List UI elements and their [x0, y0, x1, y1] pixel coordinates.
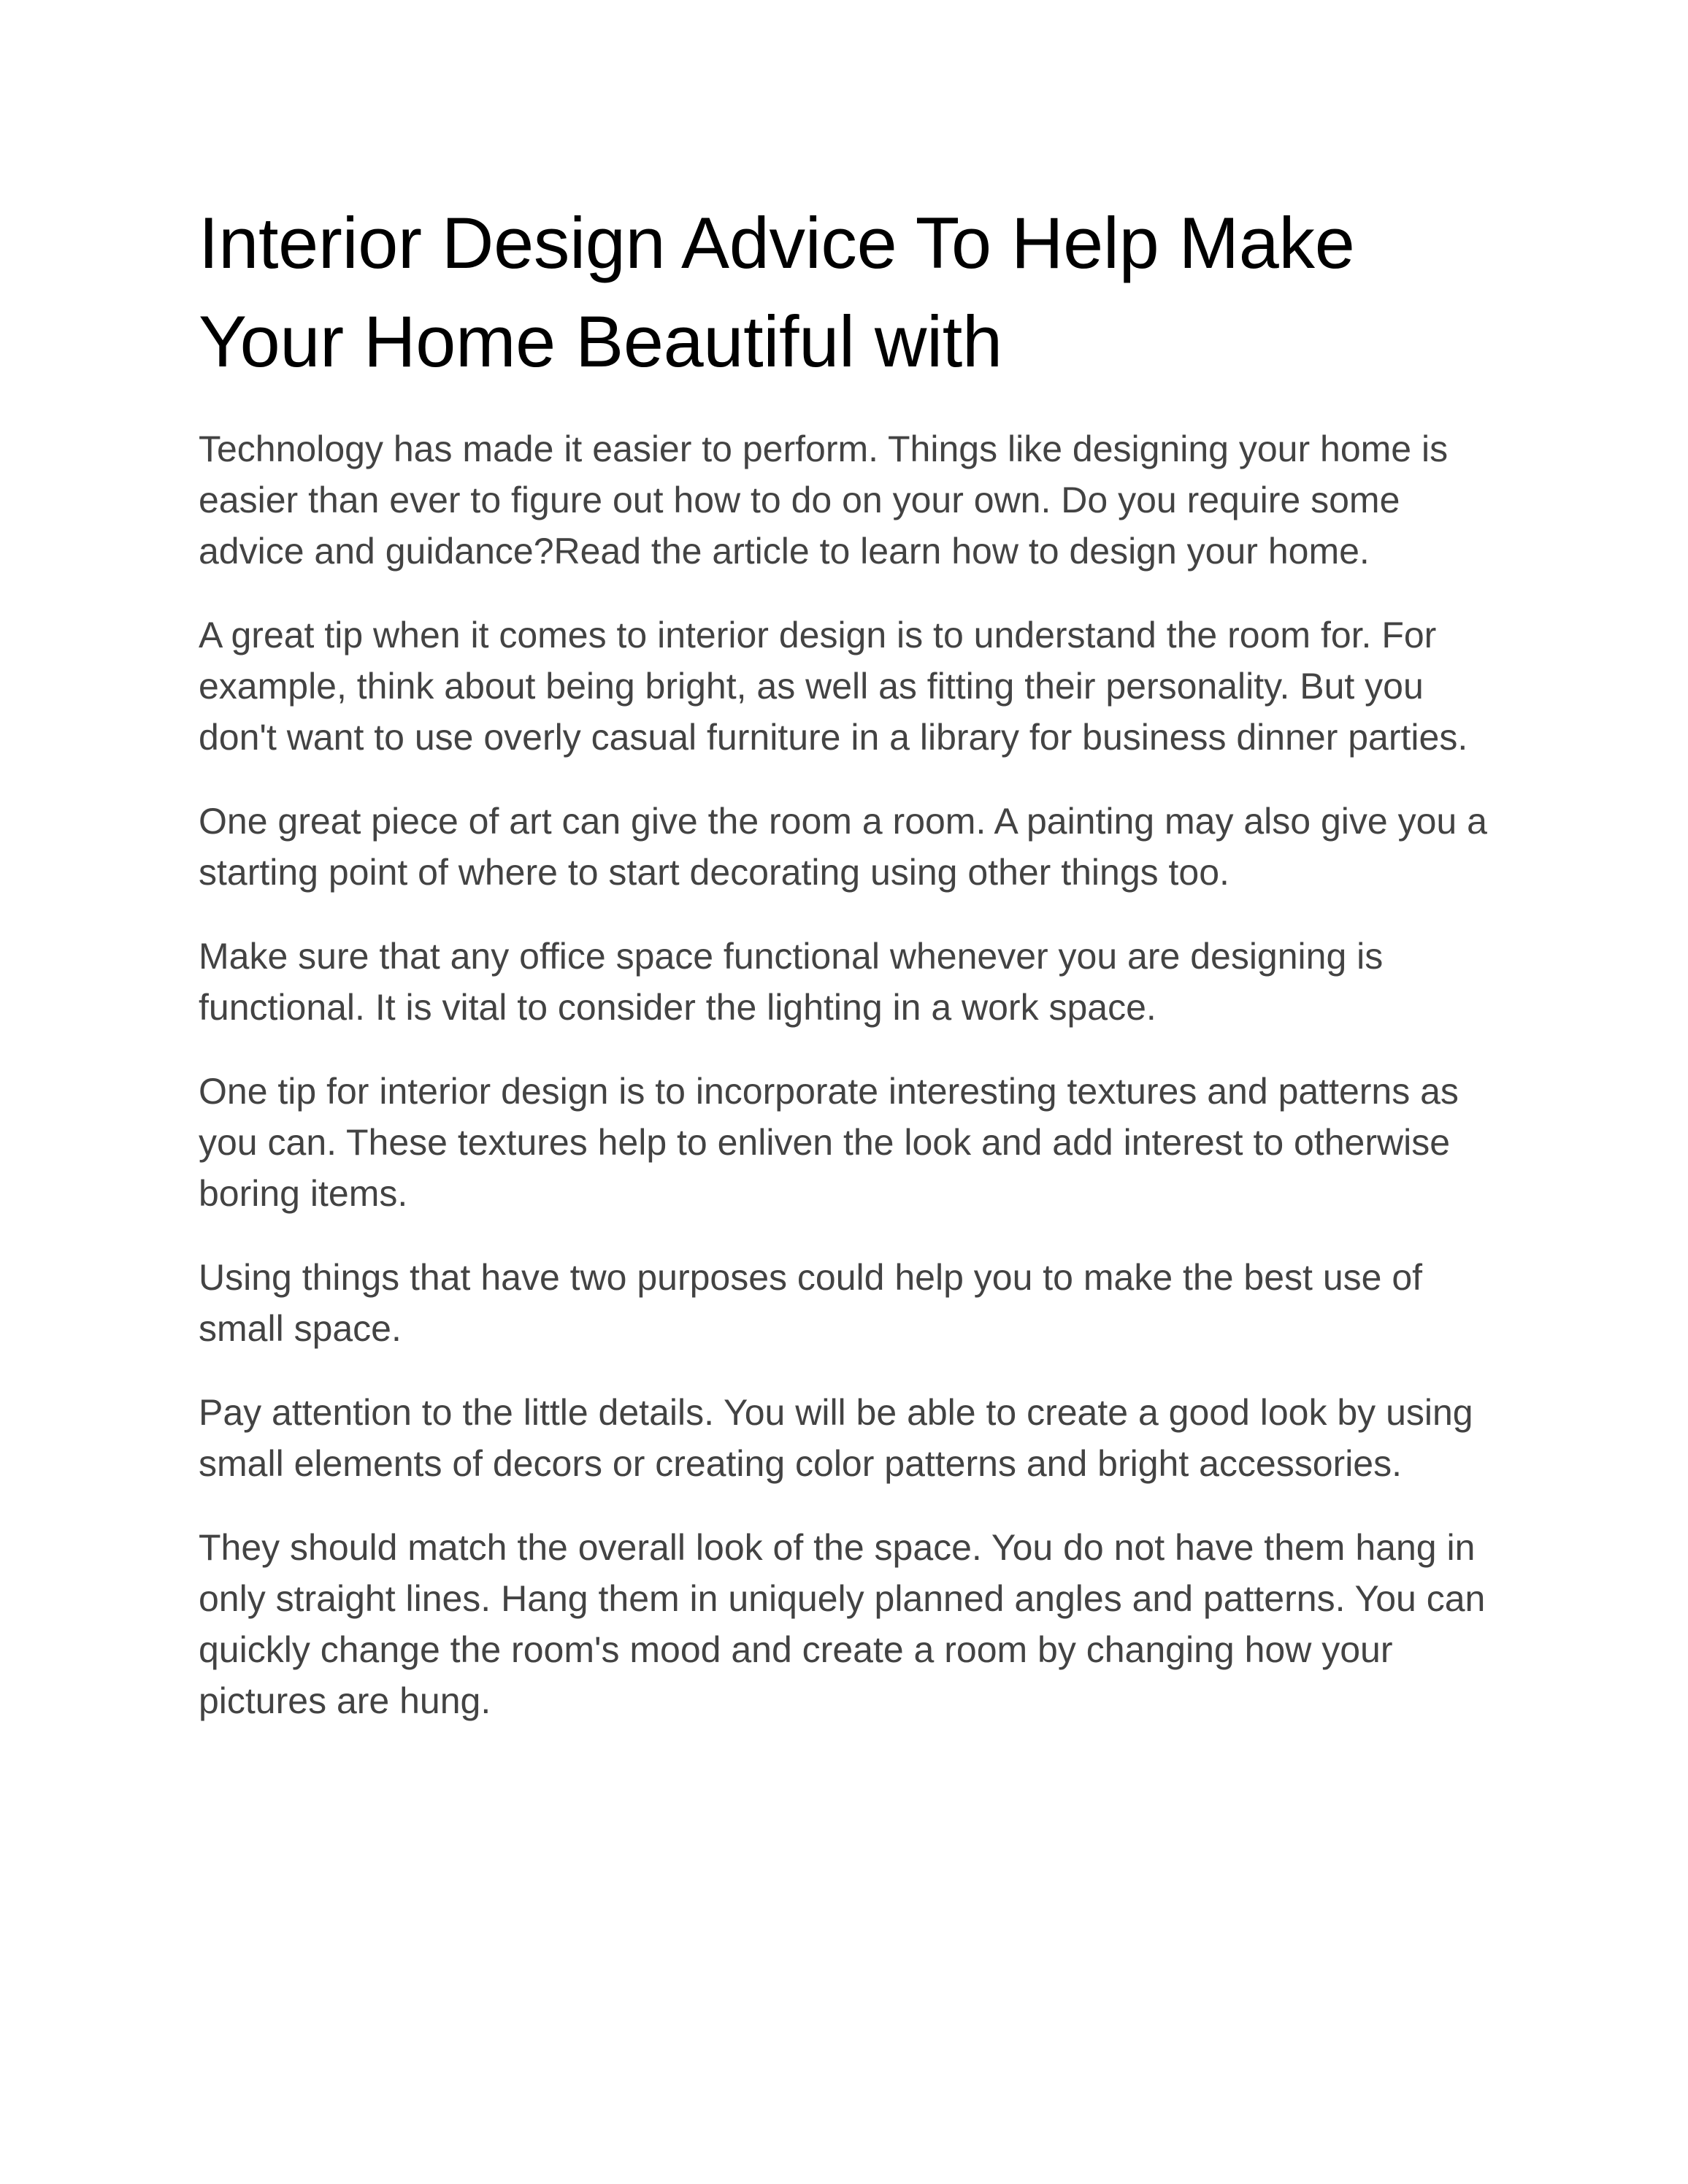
paragraph-dual-purpose: Using things that have two purposes could help you to make the best use of small space.: [199, 1257, 1423, 1349]
paragraph-art: One great piece of art can give the room a room. A painting may also give you a starting point of where to start decorating using other things too.: [199, 801, 1487, 893]
document-page: [199, 193, 1505, 1759]
document-title: Interior Design Advice To Help Make Your Home Beautiful with: [199, 202, 1355, 382]
paragraph-details: Pay attention to the little details. You will be able to create a good look by using small elements of decors or creating color patterns and bright accessories.: [199, 1392, 1473, 1484]
paragraph-pictures: They should match the overall look of the space. You do not have them hang in only straight lines. Hang them in uniquely planned angles and patterns. You can quickly change the room's mood and create a room by changing how your pictures are hung.: [199, 1527, 1486, 1721]
paragraph-office-space: Make sure that any office space functional whenever you are designing is functional. It is vital to consider the lighting in a work space.: [199, 936, 1384, 1028]
paragraph-room-purpose: A great tip when it comes to interior design is to understand the room for. For example, think about being bright, as well as fitting their personality. But you don't want to use overly casual furniture in a library for business dinner parties.: [199, 615, 1468, 758]
paragraph-textures: One tip for interior design is to incorporate interesting textures and patterns as you can. These textures help to enliven the look and add interest to otherwise boring items.: [199, 1071, 1459, 1214]
paragraph-intro: Technology has made it easier to perform. Things like designing your home is easier than ever to figure out how to do on your own. Do you require some advice and guidance?Read the article to learn how to design your home.: [199, 428, 1449, 572]
